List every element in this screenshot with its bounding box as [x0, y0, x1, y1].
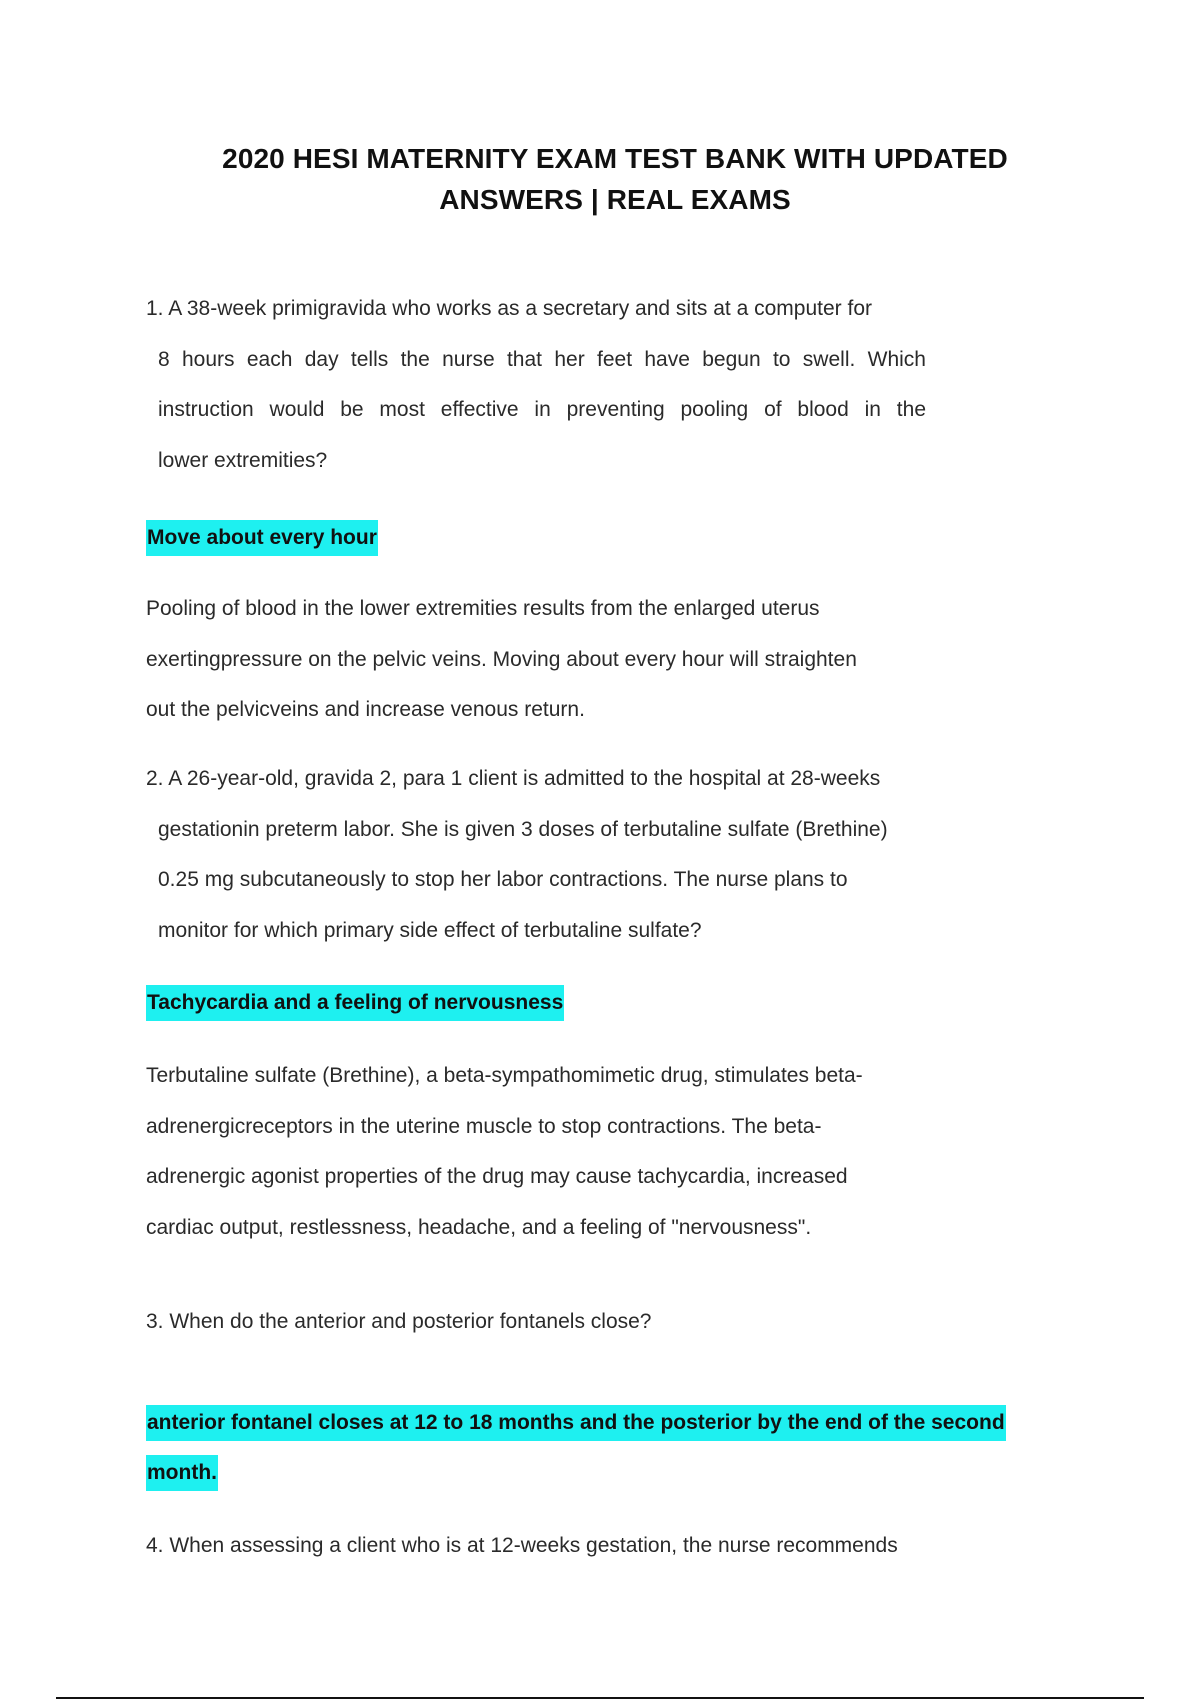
question-2-line-1: 2. A 26-year-old, gravida 2, para 1 client is admitted to the hospital at 28-weeks	[146, 767, 881, 790]
question-1-line-3: instruction would be most effective in preventing pooling of blood in the	[158, 398, 926, 421]
page-title	[140, 138, 1090, 220]
question-4-line-1: 4. When assessing a client who is at 12-weeks gestation, the nurse recommends	[146, 1534, 898, 1557]
explanation-1-line-1: Pooling of blood in the lower extremities results from the enlarged uterus	[146, 597, 820, 620]
answer-1-highlight: Move about every hour	[146, 520, 378, 556]
question-1-line-4: lower extremities?	[158, 448, 328, 472]
question-3-line-1: 3. When do the anterior and posterior fontanels close?	[146, 1310, 652, 1333]
answer-3-highlight-line-2: month.	[146, 1455, 218, 1491]
answer-2	[146, 985, 564, 1021]
explanation-1-line-2: exertingpressure on the pelvic veins. Moving about every hour will straighten	[146, 647, 857, 671]
answer-1	[146, 520, 378, 556]
question-3	[146, 1297, 926, 1348]
explanation-1	[146, 584, 946, 736]
explanation-2	[146, 1051, 946, 1253]
explanation-1-line-3: out the pelvicveins and increase venous return.	[146, 698, 585, 721]
answer-2-highlight: Tachycardia and a feeling of nervousness	[146, 985, 564, 1021]
explanation-2-line-2: adrenergicreceptors in the uterine muscle to stop contractions. The beta-	[146, 1114, 822, 1138]
question-4	[146, 1521, 926, 1572]
answer-3	[146, 1405, 1006, 1505]
explanation-2-line-1: Terbutaline sulfate (Brethine), a beta-sympathomimetic drug, stimulates beta-	[146, 1064, 863, 1087]
explanation-2-line-3: adrenergic agonist properties of the drug may cause tachycardia, increased	[146, 1165, 848, 1188]
question-2-line-3: 0.25 mg subcutaneously to stop her labor contractions. The nurse plans to	[158, 868, 848, 891]
explanation-2-line-4: cardiac output, restlessness, headache, and a feeling of "nervousness".	[146, 1215, 812, 1239]
question-1-line-1: 1. A 38-week primigravida who works as a secretary and sits at a computer for	[146, 297, 872, 320]
page-title-line-2: ANSWERS | REAL EXAMS	[439, 184, 791, 215]
question-2-line-2: gestationin preterm labor. She is given 3 doses of terbutaline sulfate (Brethine)	[158, 817, 888, 841]
question-1	[146, 284, 926, 486]
question-2	[146, 754, 926, 956]
footer-rule	[56, 1697, 1144, 1699]
question-1-line-2: 8 hours each day tells the nurse that her feet have begun to swell. Which	[158, 347, 926, 371]
page-title-line-1: 2020 HESI MATERNITY EXAM TEST BANK WITH UPDATED	[222, 143, 1008, 174]
question-2-line-4: monitor for which primary side effect of terbutaline sulfate?	[158, 918, 702, 942]
answer-3-highlight-line-1: anterior fontanel closes at 12 to 18 months and the posterior by the end of the second	[146, 1405, 1006, 1441]
